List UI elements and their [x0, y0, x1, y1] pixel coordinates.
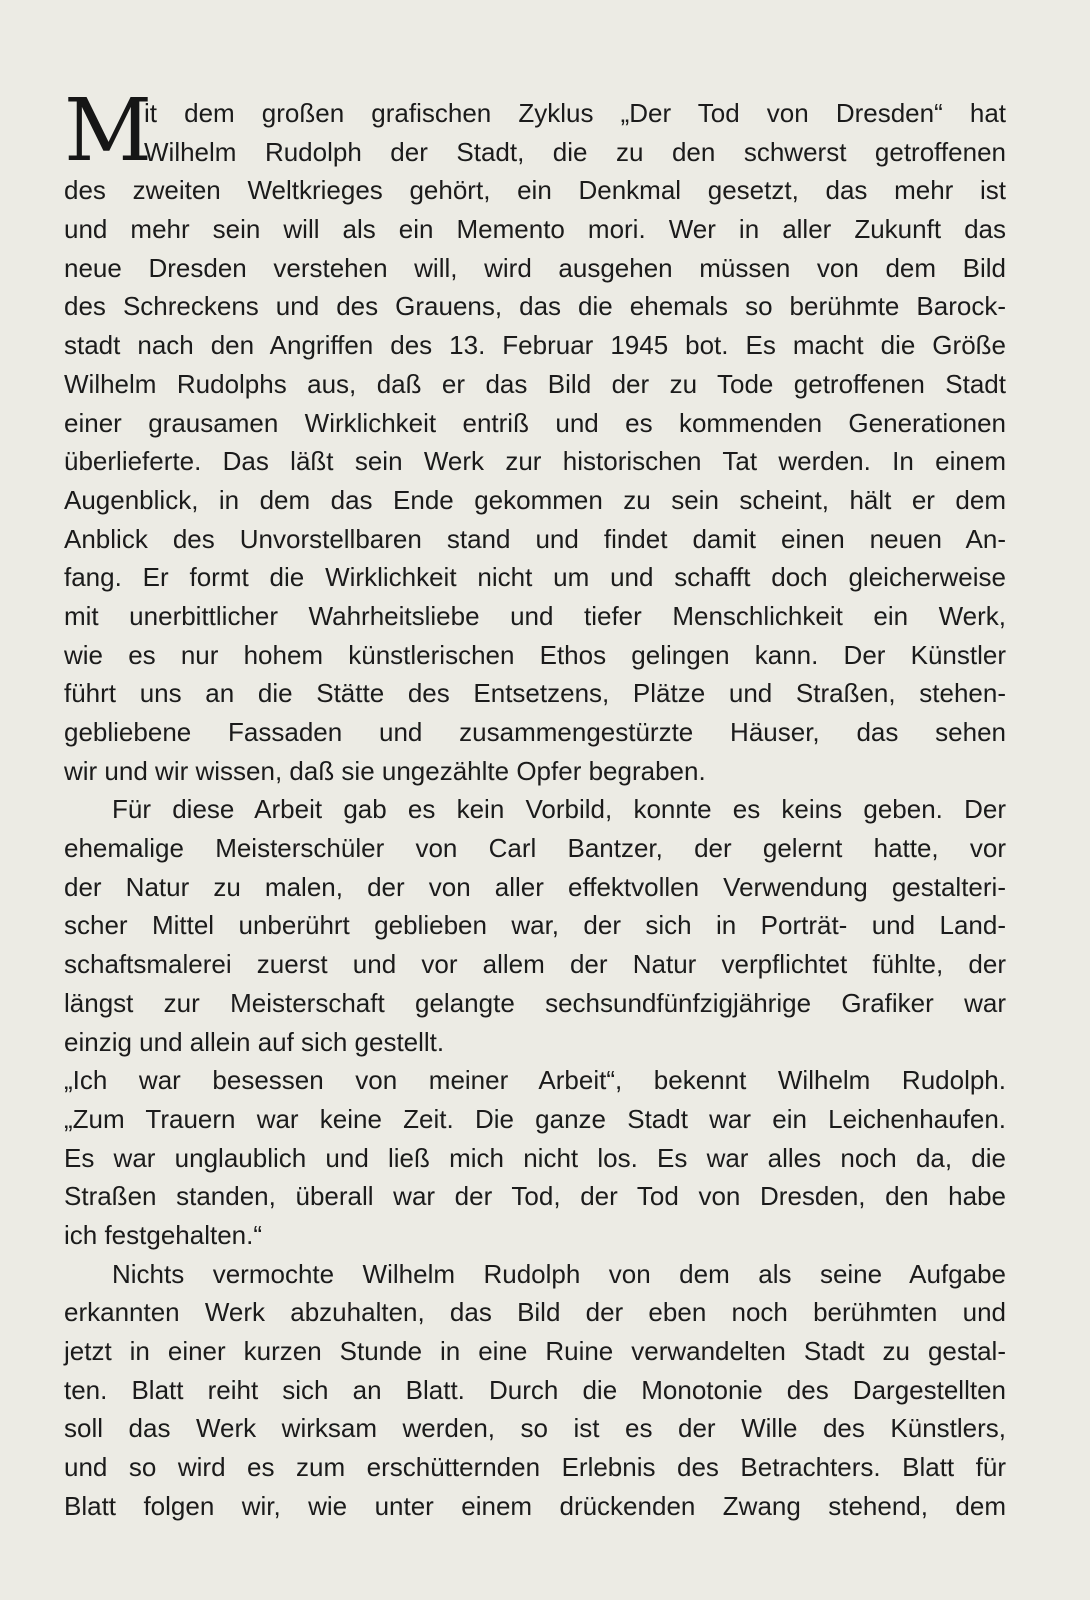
- text-line: Nichts vermochte Wilhelm Rudolph von dem als seine Aufgabe: [112, 1258, 1006, 1289]
- text-line: jetzt in einer kurzen Stunde in eine Ruine verwandelten Stadt zu gestal-: [64, 1336, 1006, 1366]
- text-line: längst zur Meisterschaft gelangte sechsundfünfzigjährige Grafiker war: [64, 987, 1006, 1018]
- text-line: ich festgehalten.“: [64, 1219, 263, 1250]
- paragraph-2: [64, 790, 1006, 1061]
- text-line: erkannten Werk abzuhalten, das Bild der eben noch berühmten und: [64, 1297, 1006, 1328]
- text-line: Wilhelm Rudolph der Stadt, die zu den schwerst getroffenen: [144, 136, 1006, 167]
- text-line: wie es nur hohem künstlerischen Ethos gelingen kann. Der Künstler: [64, 639, 1006, 670]
- text-line: Blatt folgen wir, wie unter einem drückenden Zwang stehend, dem: [64, 1490, 1006, 1521]
- text-line: scher Mittel unberührt geblieben war, der sich in Porträt- und Land-: [64, 910, 1006, 941]
- text-line: Augenblick, in dem das Ende gekommen zu sein scheint, hält er dem: [64, 484, 1006, 515]
- text-line: des Schreckens und des Grauens, das die ehemals so berühmte Barock-: [64, 291, 1006, 322]
- text-line: ten. Blatt reiht sich an Blatt. Durch die Monotonie des Dargestellten: [64, 1374, 1006, 1405]
- text-line: Für diese Arbeit gab es kein Vorbild, konnte es keins geben. Der: [112, 794, 1006, 825]
- text-line: einer grausamen Wirklichkeit entriß und es kommenden Generationen: [64, 407, 1006, 438]
- text-line: schaftsmalerei zuerst und vor allem der Natur verpflichtet fühlte, der: [64, 949, 1006, 980]
- text-line: führt uns an die Stätte des Entsetzens, Plätze und Straßen, stehen-: [64, 678, 1006, 709]
- text-line: gebliebene Fassaden und zusammengestürzte Häuser, das sehen: [64, 717, 1006, 747]
- text-line: Es war unglaublich und ließ mich nicht los. Es war alles noch da, die: [64, 1142, 1006, 1173]
- text-line: „Ich war besessen von meiner Arbeit“, bekennt Wilhelm Rudolph.: [64, 1065, 1006, 1096]
- text-line: und so wird es zum erschütternden Erlebnis des Betrachters. Blatt für: [64, 1452, 1006, 1483]
- paragraph-4: [64, 1255, 1006, 1526]
- text-line: stadt nach den Angriffen des 13. Februar 1945 bot. Es macht die Größe: [64, 330, 1006, 361]
- paragraph-3-quote: [64, 1061, 1006, 1254]
- text-line: mit unerbittlicher Wahrheitsliebe und tiefer Menschlichkeit ein Werk,: [64, 600, 1006, 631]
- text-line: ehemalige Meisterschüler von Carl Bantzer, der gelernt hatte, vor: [64, 833, 1006, 864]
- paragraph-1: [64, 81, 1006, 790]
- text-column: [64, 81, 1006, 1525]
- text-line: des zweiten Weltkrieges gehört, ein Denkmal gesetzt, das mehr ist: [64, 175, 1006, 206]
- text-line: und mehr sein will als ein Memento mori. Wer in aller Zukunft das: [64, 214, 1006, 245]
- text-line: wir und wir wissen, daß sie ungezählte Opfer begraben.: [64, 755, 706, 786]
- drop-cap: M: [64, 81, 153, 181]
- text-line: einzig und allein auf sich gestellt.: [64, 1026, 445, 1057]
- text-line: Anblick des Unvorstellbaren stand und findet damit einen neuen An-: [64, 523, 1006, 554]
- text-line: soll das Werk wirksam werden, so ist es der Wille des Künstlers,: [64, 1413, 1006, 1444]
- text-line: „Zum Trauern war keine Zeit. Die ganze Stadt war ein Leichenhaufen.: [64, 1103, 1006, 1134]
- text-line: fang. Er formt die Wirklichkeit nicht um und schafft doch gleicherweise: [64, 562, 1006, 593]
- text-line: überlieferte. Das läßt sein Werk zur historischen Tat werden. In einem: [64, 446, 1006, 477]
- text-line: neue Dresden verstehen will, wird ausgehen müssen von dem Bild: [64, 252, 1006, 283]
- text-line: Straßen standen, überall war der Tod, der Tod von Dresden, den habe: [64, 1181, 1006, 1212]
- text-line: Wilhelm Rudolphs aus, daß er das Bild der zu Tode getroffenen Stadt: [64, 368, 1006, 399]
- text-line: it dem großen grafischen Zyklus „Der Tod von Dresden“ hat: [144, 98, 1006, 128]
- text-line: der Natur zu malen, der von aller effektvollen Verwendung gestalteri-: [64, 871, 1006, 902]
